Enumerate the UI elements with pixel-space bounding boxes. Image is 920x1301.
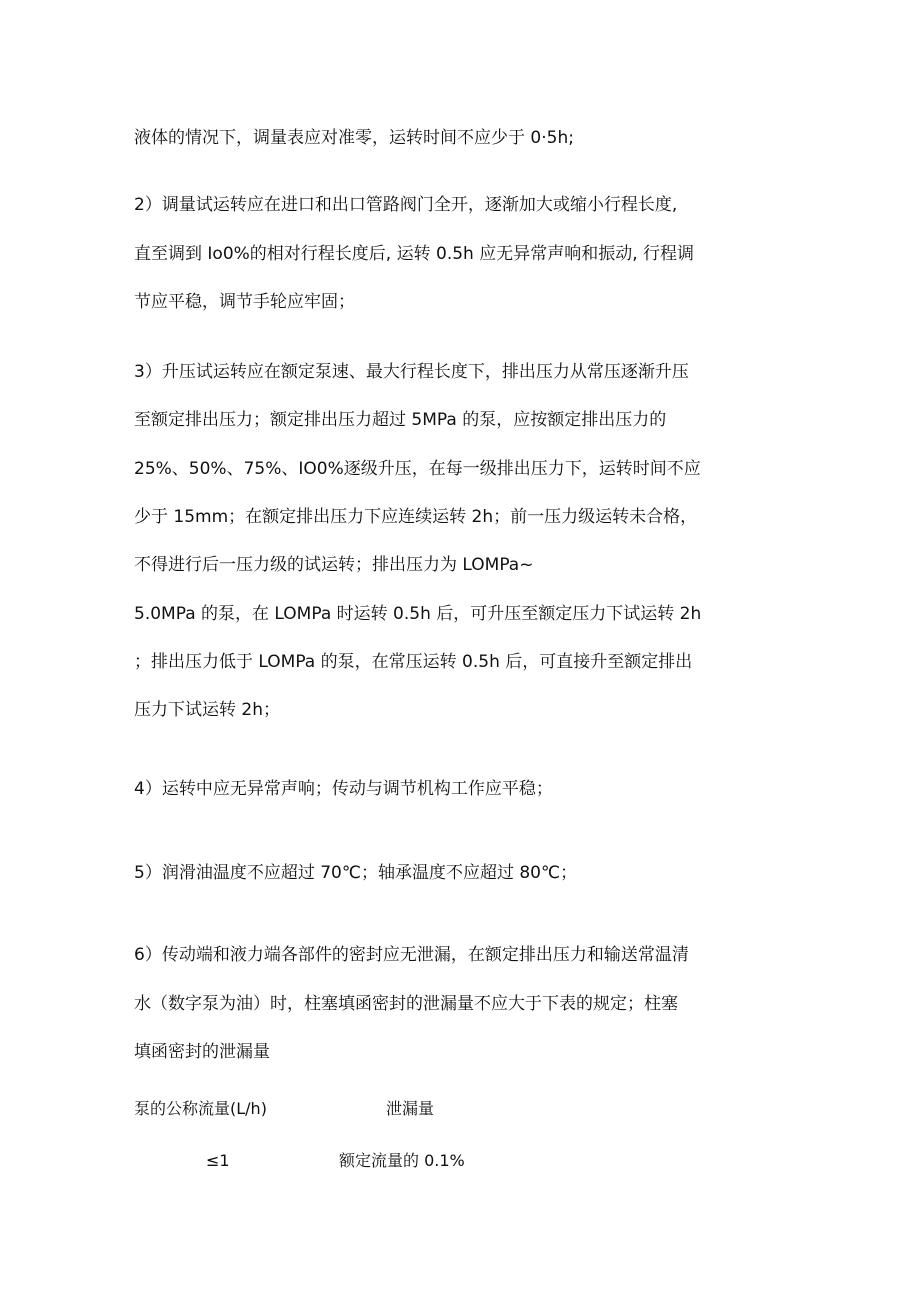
paragraph-3-line-1: 3）升压试运转应在额定泵速、最大行程长度下，排出压力从常压逐渐升压 [134,362,689,382]
table-cell-leakage: 额定流量的 0.1% [339,1151,465,1170]
paragraph-3-line-7: ；排出压力低于 LOMPa 的泵，在常压运转 0.5h 后，可直接升至额定排出 [134,652,693,672]
paragraph-3-line-2: 至额定排出压力；额定排出压力超过 5MPa 的泵，应按额定排出压力的 [134,410,667,430]
paragraph-6-line-1: 6）传动端和液力端各部件的密封应无泄漏，在额定排出压力和输送常温清 [134,945,689,965]
paragraph-2-line-1: 2）调量试运转应在进口和出口管路阀门全开，逐渐加大或缩小行程长度, [134,195,678,215]
paragraph-2-line-3: 节应平稳，调节手轮应牢固； [134,292,355,312]
paragraph-1-line-1: 液体的情况下，调量表应对准零，运转时间不应少于 0·5h; [134,128,574,148]
table-header-leakage: 泄漏量 [386,1099,435,1118]
paragraph-6-line-3: 填函密封的泄漏量 [134,1042,270,1062]
paragraph-3-line-6: 5.0MPa 的泵，在 LOMPa 时运转 0.5h 后，可升压至额定压力下试运转 2h [134,604,702,624]
paragraph-3-line-4: 少于 15mm；在额定排出压力下应连续运转 2h；前一压力级运转未合格， [134,507,698,527]
paragraph-3-line-3: 25%、50%、75%、IO0%逐级升压，在每一级排出压力下，运转时间不应 [134,459,701,479]
paragraph-2-line-2: 直至调到 Io0%的相对行程长度后, 运转 0.5h 应无异常声响和振动, 行程调 [134,244,695,264]
paragraph-6-line-2: 水（数字泵为油）时，柱塞填函密封的泄漏量不应大于下表的规定；柱塞 [134,994,678,1014]
table-header-flow: 泵的公称流量(L/h) [134,1099,267,1118]
paragraph-3-line-8: 压力下试运转 2h； [134,700,280,720]
table-cell-flow: ≤1 [206,1151,230,1170]
paragraph-3-line-5: 不得进行后一压力级的试运转；排出压力为 LOMPa~ [134,555,534,575]
paragraph-5-line-1: 5）润滑油温度不应超过 70℃；轴承温度不应超过 80℃； [134,863,578,883]
paragraph-4-line-1: 4）运转中应无异常声响；传动与调节机构工作应平稳； [134,779,553,799]
